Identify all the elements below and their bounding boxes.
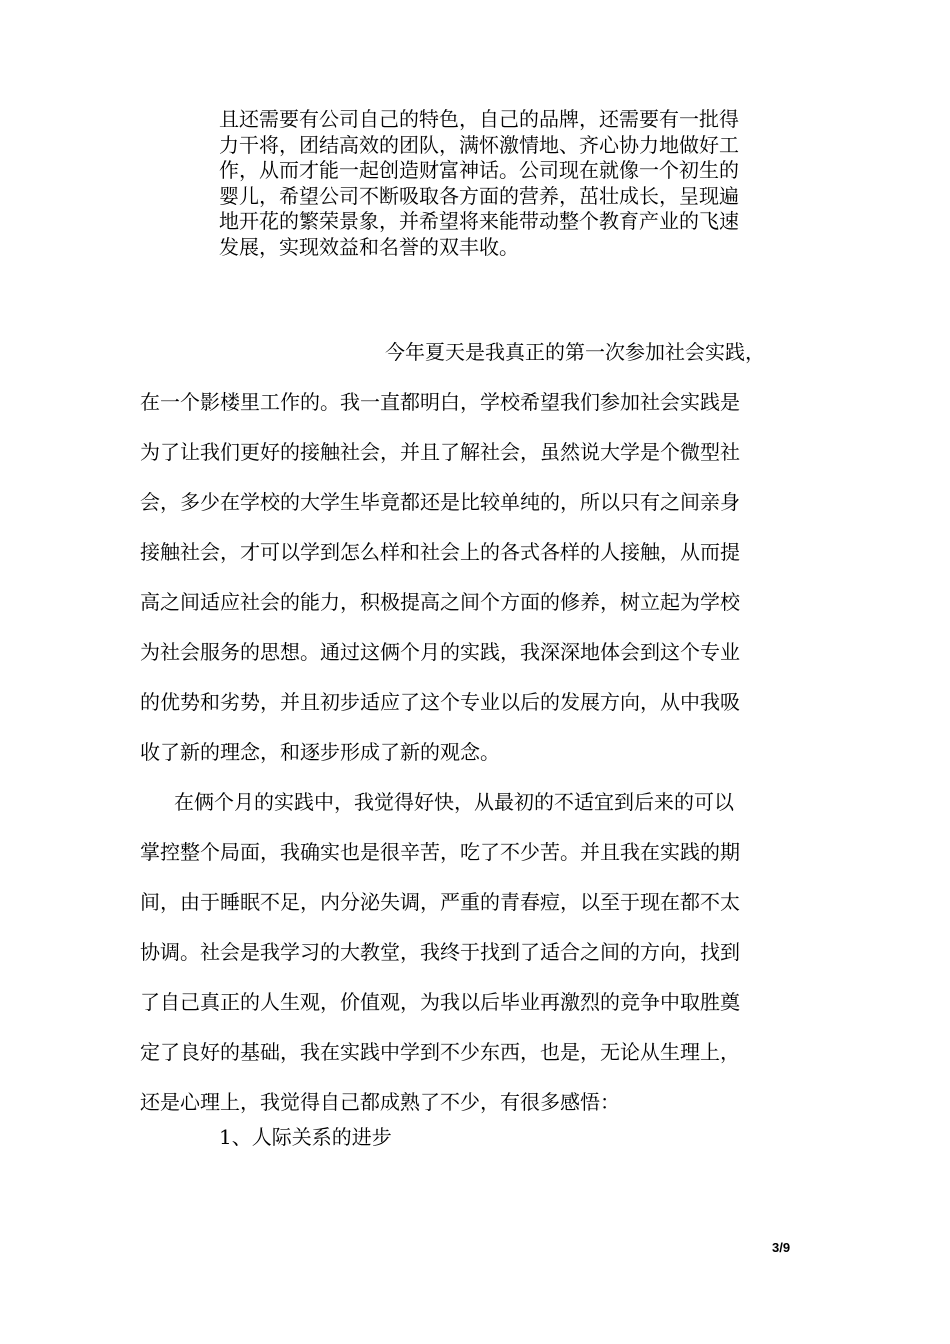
text-line: 婴儿，希望公司不断吸取各方面的营养，茁壮成长，呈现遍 bbox=[219, 183, 739, 208]
text-line: 收了新的理念，和逐步形成了新的观念。 bbox=[140, 740, 500, 764]
text-line: 定了良好的基础，我在实践中学到不少东西，也是，无论从生理上， bbox=[140, 1040, 740, 1064]
text-line: 高之间适应社会的能力，积极提高之间个方面的修养，树立起为学校 bbox=[140, 590, 740, 614]
continued-paragraph bbox=[219, 107, 809, 261]
page-number: 3/9 bbox=[772, 1240, 791, 1255]
text-line: 力干将，团结高效的团队，满怀激情地、齐心协力地做好工 bbox=[219, 132, 739, 157]
text-line: 在一个影楼里工作的。我一直都明白，学校希望我们参加社会实践是 bbox=[140, 390, 740, 414]
paragraph-two-months bbox=[140, 777, 820, 1127]
text-line: 且还需要有公司自己的特色，自己的品牌，还需要有一批得 bbox=[219, 107, 739, 131]
text-line: 作，从而才能一起创造财富神话。公司现在就像一个初生的 bbox=[219, 158, 739, 183]
text-line: 为社会服务的思想。通过这俩个月的实践，我深深地体会到这个专业 bbox=[140, 640, 740, 664]
text-line: 会，多少在学校的大学生毕竟都还是比较单纯的，所以只有之间亲身 bbox=[140, 490, 740, 514]
text-line: 的优势和劣势，并且初步适应了这个专业以后的发展方向，从中我吸 bbox=[140, 690, 740, 714]
text-line: 间，由于睡眠不足，内分泌失调，严重的青春痘，以至于现在都不太 bbox=[140, 890, 740, 914]
text-line: 协调。社会是我学习的大教堂，我终于找到了适合之间的方向，找到 bbox=[140, 940, 740, 964]
body-text bbox=[140, 327, 820, 1127]
text-line: 在俩个月的实践中，我觉得好快，从最初的不适宜到后来的可以 bbox=[174, 790, 734, 814]
text-line: 为了让我们更好的接触社会，并且了解社会，虽然说大学是个微型社 bbox=[140, 440, 740, 464]
list-item-interpersonal: 1、人际关系的进步 bbox=[219, 1125, 392, 1149]
text-line: 掌控整个局面，我确实也是很辛苦，吃了不少苦。并且我在实践的期 bbox=[140, 840, 740, 864]
paragraph-summer-practice bbox=[140, 327, 820, 777]
text-line: 今年夏天是我真正的第一次参加社会实践， bbox=[385, 340, 765, 364]
text-line: 接触社会，才可以学到怎么样和社会上的各式各样的人接触，从而提 bbox=[140, 540, 740, 564]
text-line: 发展，实现效益和名誉的双丰收。 bbox=[219, 234, 519, 259]
text-line: 了自己真正的人生观，价值观，为我以后毕业再激烈的竞争中取胜奠 bbox=[140, 990, 740, 1014]
text-line: 地开花的繁荣景象，并希望将来能带动整个教育产业的飞速 bbox=[219, 209, 739, 234]
text-line: 还是心理上，我觉得自己都成熟了不少，有很多感悟： bbox=[140, 1090, 620, 1114]
